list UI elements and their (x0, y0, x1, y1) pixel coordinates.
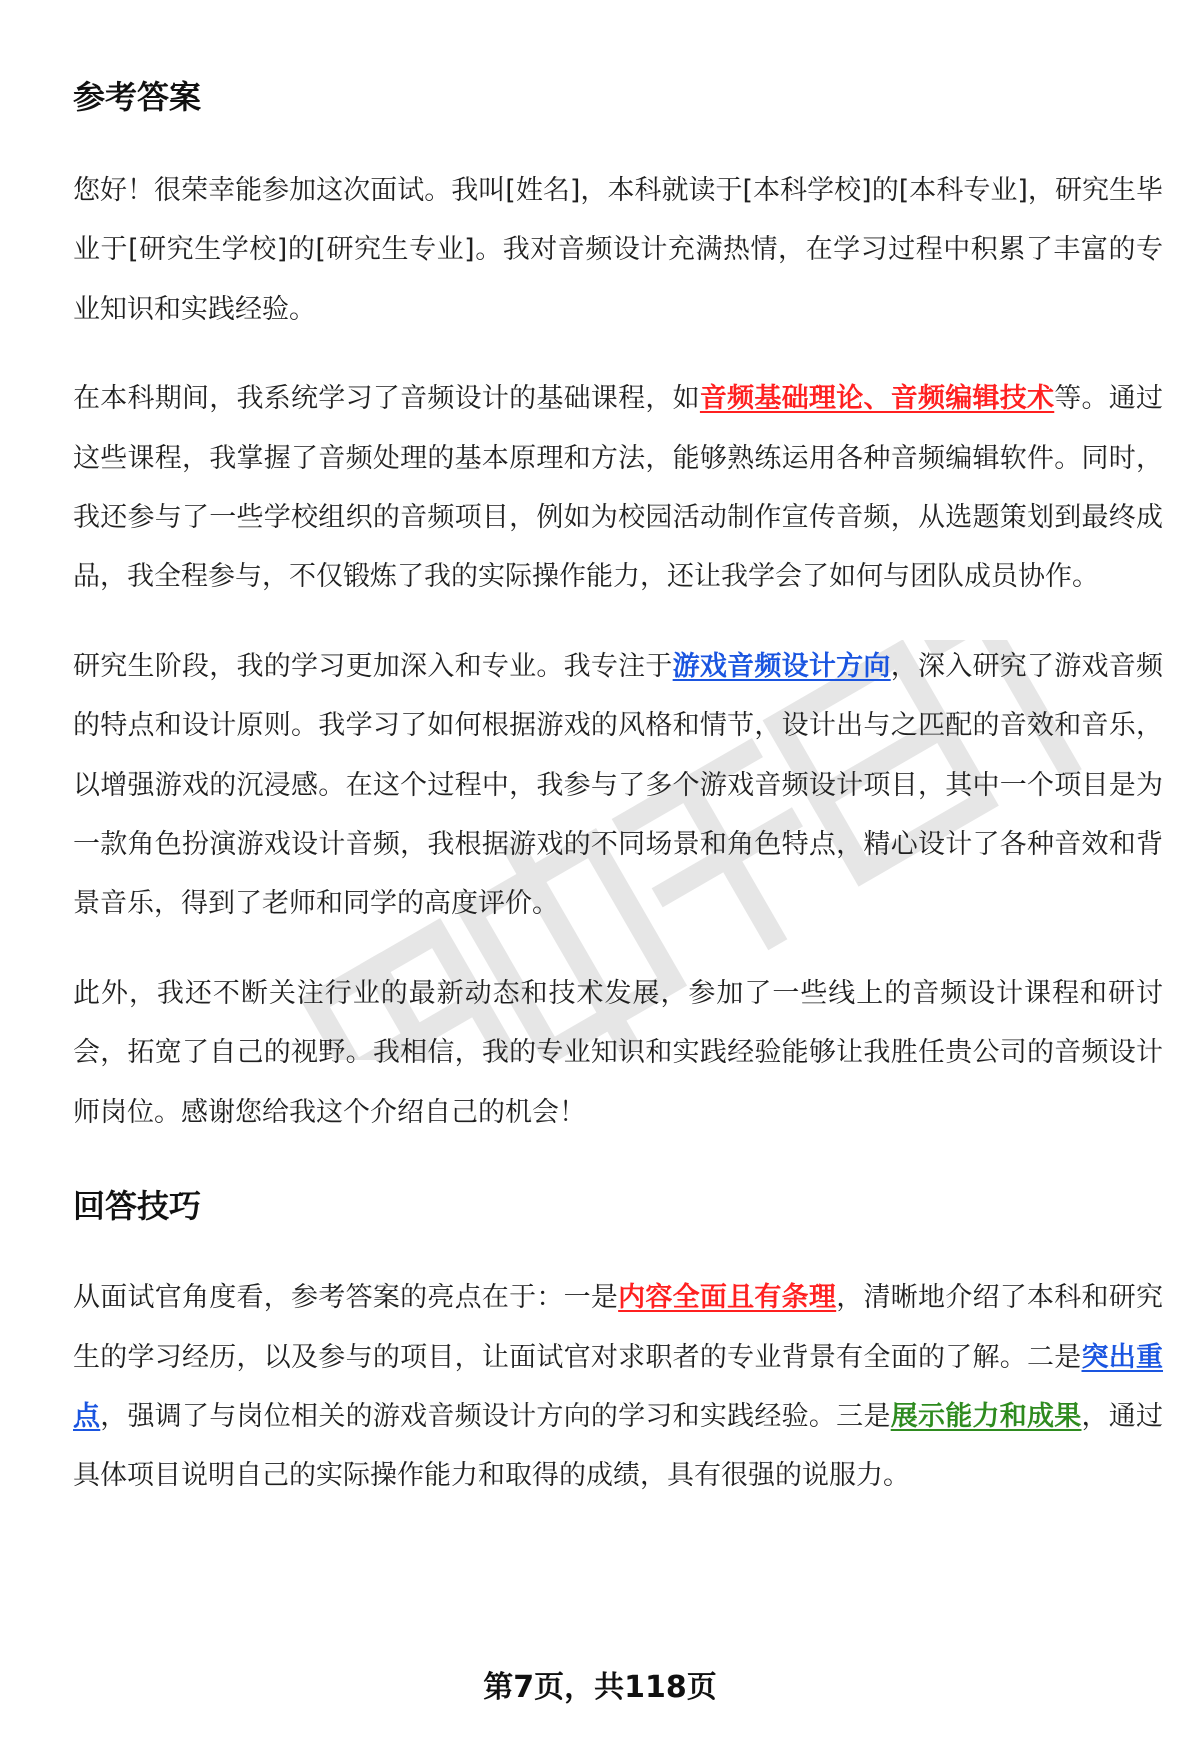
answer-paragraph-2 (73, 369, 1163, 607)
highlight-text: 突出重点 (73, 1341, 1164, 1432)
paragraph-text: ，强调了与岗位相关的游戏音频设计方向的学习和实践经验。三是 (100, 1400, 891, 1432)
section-heading-answer-tips: 回答技巧 (73, 1187, 202, 1226)
paragraph-text: 从面试官角度看，参考答案的亮点在于：一是 (73, 1282, 619, 1314)
paragraph-text: ，通过具体项目说明自己的实际操作能力和取得的成绩，具有很强的说服力。 (73, 1400, 1164, 1492)
answer-paragraph-4: 此外，我还不断关注行业的最新动态和技术发展，参加了一些线上的音频设计课程和研讨会，拓宽了自己的视野。我相信，我的专业知识和实践经验能够让我胜任贵公司的音频设计师岗位。感谢您给我这个介绍自己的机会！ (73, 977, 1163, 1128)
paragraph-text: ，清晰地介绍了本科和研究生的学习经历，以及参与的项目，让面试官对求职者的专业背景有全面的了解。二是 (73, 1282, 1164, 1373)
answer-paragraph-3 (73, 637, 1163, 934)
main-content (73, 66, 1163, 1506)
paragraph-text: 等。通过这些课程，我掌握了音频处理的基本原理和方法，能够熟练运用各种音频编辑软件。同时，我还参与了一些学校组织的音频项目，例如为校园活动制作宣传音频，从选题策划到最终成品，我全程参与，不仅锻炼了我的实际操作能力，还让我学会了如何与团队成员协作。 (73, 383, 1164, 593)
highlight-text: 展示能力和成果 (890, 1400, 1082, 1432)
tips-paragraph (73, 1268, 1163, 1506)
paragraph-text: 在本科期间，我系统学习了音频设计的基础课程，如 (73, 383, 700, 415)
paragraph-text: 研究生阶段，我的学习更加深入和专业。我专注于 (73, 650, 673, 682)
answer-paragraph-1: 您好！很荣幸能参加这次面试。我叫[姓名]，本科就读于[本科学校]的[本科专业]，研究生毕业于[研究生学校]的[研究生专业]。我对音频设计充满热情，在学习过程中积累了丰富的专业知识和实践经验。 (73, 175, 1163, 325)
highlight-text: 游戏音频设计方向 (672, 650, 891, 682)
paragraph-text: ，深入研究了游戏音频的特点和设计原则。我学习了如何根据游戏的风格和情节，设计出与之匹配的音效和音乐，以增强游戏的沉浸感。在这个过程中，我参与了多个游戏音频设计项目，其中一个项目是为一款角色扮演游戏设计音频，我根据游戏的不同场景和角色特点，精心设计了各种音效和背景音乐，得到了老师和同学的高度评价。 (73, 650, 1164, 920)
page-number: 第7页，共118页 (483, 1670, 717, 1705)
section-heading-reference-answer: 参考答案 (73, 78, 202, 116)
highlight-text: 内容全面且有条理 (618, 1282, 837, 1314)
highlight-text: 音频基础理论、音频编辑技术 (699, 383, 1055, 415)
